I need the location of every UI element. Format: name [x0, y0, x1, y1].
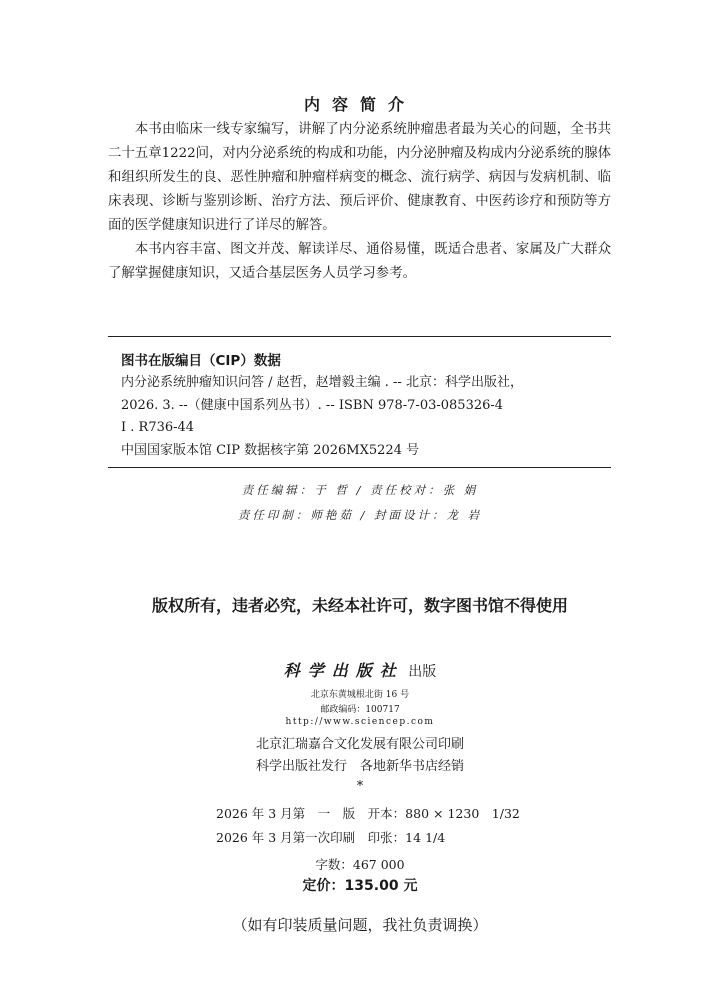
editors-line-1: 责任编辑：于 哲 / 责任校对：张 娟	[241, 483, 479, 497]
edition-line-1: 2026 年 3 月第 一 版 开本：880 × 1230 1/32	[216, 806, 520, 821]
publisher-url: http://www.sciencep.com	[285, 717, 435, 727]
edition-line-2: 2026 年 3 月第一次印刷 印张：14 1/4	[216, 830, 446, 845]
copyright-statement: 版权所有，违者必究，未经本社许可，数字图书馆不得使用	[151, 596, 568, 615]
cip-data	[121, 372, 601, 462]
divider-top	[108, 336, 611, 337]
word-count: 字数：467 000	[315, 857, 405, 872]
editors-line-2: 责任印制：师艳茹 / 封面设计：龙 岩	[237, 508, 483, 522]
summary-paragraph-2: 本书内容丰富、图文并茂、解读详尽、通俗易懂，既适合患者、家属及广大群众了解掌握健康知识，又适合基层医务人员学习参考。	[108, 242, 611, 281]
divider-bottom	[108, 467, 611, 468]
cip-line-3: Ⅰ . R736-44	[121, 420, 195, 435]
cip-line-1: 内分泌系统肿瘤知识问答 / 赵哲，赵增毅主编 . -- 北京：科学出版社，	[121, 375, 523, 390]
publisher-suffix: 出版	[408, 664, 437, 680]
printer-line: 北京汇瑞嘉合文化发展有限公司印刷	[255, 737, 464, 752]
cip-line-2: 2026. 3. --（健康中国系列丛书）. -- ISBN 978-7-03-085326-4	[121, 397, 504, 413]
cip-line-4: 中国国家版本馆 CIP 数据核字第 2026MX5224 号	[121, 442, 420, 458]
distribution-line: 科学出版社发行 各地新华书店经销	[255, 759, 464, 774]
summary-paragraph-1: 本书由临床一线专家编写，讲解了内分泌系统肿瘤患者最为关心的问题，全书共二十五章1222问，对内分泌系统的构成和功能，内分泌肿瘤及构成内分泌系统的腺体和组织所发生的良、恶性肿瘤和肿瘤样病变的概念、流行病学、病因与发病机制、临床表现、诊断与鉴别诊断、治疗方法、预后评价、健康教育、中医药诊疗和预防等方面的医学健康知识进行了详尽的解答。	[108, 122, 611, 233]
summary-title: 内容简介	[303, 95, 416, 114]
price: 定价：135.00 元	[302, 878, 418, 894]
summary-text	[108, 118, 611, 286]
publisher-name: 科学出版社	[283, 661, 404, 680]
cip-heading: 图书在版编目（CIP）数据	[121, 353, 281, 369]
publisher-address: 北京东黄城根北街 16 号	[310, 690, 410, 700]
editors-block	[0, 478, 720, 528]
publisher-line	[0, 658, 720, 681]
quality-notice: （如有印装质量问题，我社负责调换）	[232, 916, 488, 934]
publisher-postcode: 邮政编码：100717	[320, 705, 400, 715]
separator-star: *	[356, 779, 364, 794]
